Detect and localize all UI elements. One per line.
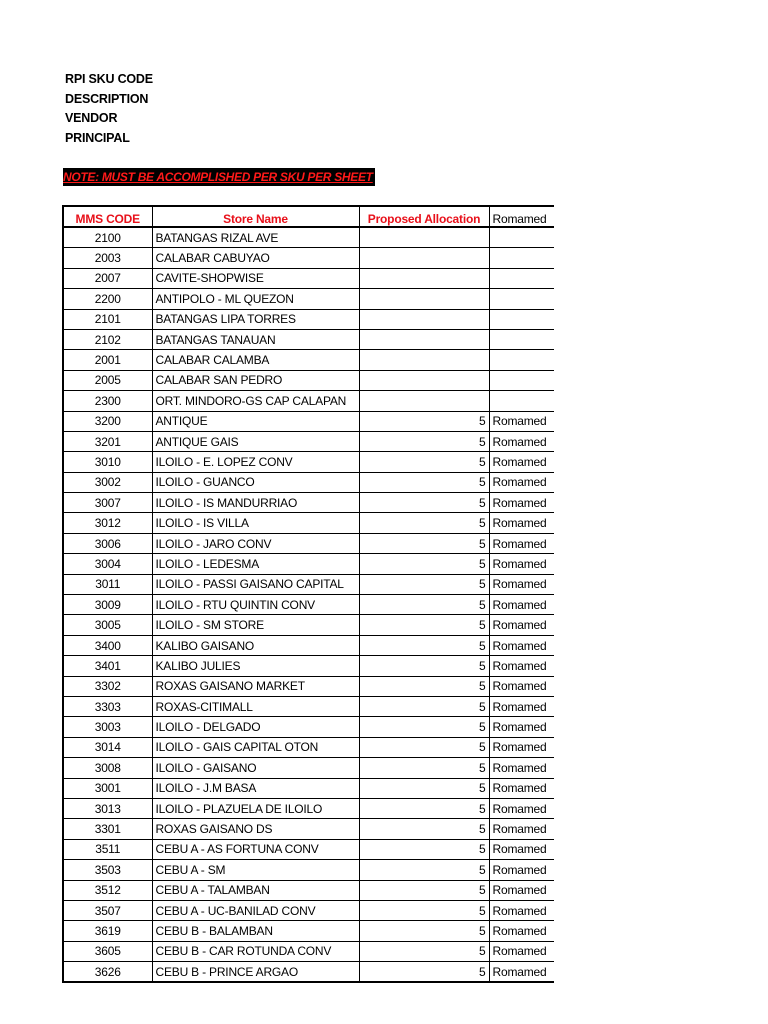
mms-code-cell[interactable]: 3010 — [63, 452, 152, 472]
romamed-cell[interactable]: Romamed — [489, 493, 554, 513]
table-row — [63, 615, 554, 635]
romamed-cell[interactable] — [489, 309, 554, 329]
table-row — [63, 839, 554, 859]
mms-code-cell[interactable]: 3003 — [63, 717, 152, 737]
romamed-cell[interactable]: Romamed — [489, 900, 554, 920]
romamed-cell[interactable]: Romamed — [489, 615, 554, 635]
store-name-cell[interactable]: ILOILO - GUANCO — [152, 472, 359, 492]
romamed-cell[interactable]: Romamed — [489, 411, 554, 431]
principal-label: PRINCIPAL — [65, 130, 130, 145]
romamed-cell[interactable]: Romamed — [489, 513, 554, 533]
table-row — [63, 635, 554, 655]
store-name-cell[interactable]: ILOILO - PASSI GAISANO CAPITAL — [152, 574, 359, 594]
romamed-cell[interactable]: Romamed — [489, 737, 554, 757]
mms-code-cell[interactable]: 3626 — [63, 962, 152, 983]
mms-code-cell[interactable]: 3005 — [63, 615, 152, 635]
store-name-cell[interactable]: ILOILO - GAISANO — [152, 758, 359, 778]
romamed-cell[interactable] — [489, 391, 554, 411]
mms-code-cell[interactable]: 2200 — [63, 289, 152, 309]
store-name-cell[interactable]: CALABAR CALAMBA — [152, 350, 359, 370]
column-header-mms-code[interactable]: MMS CODE — [63, 206, 152, 227]
store-name-cell[interactable]: CEBU A - AS FORTUNA CONV — [152, 839, 359, 859]
store-name-cell[interactable]: CALABAR SAN PEDRO — [152, 370, 359, 390]
proposed-allocation-cell[interactable]: 5 — [359, 717, 489, 737]
mms-code-cell[interactable]: 3008 — [63, 758, 152, 778]
mms-code-cell[interactable]: 3007 — [63, 493, 152, 513]
mms-code-cell[interactable]: 3001 — [63, 778, 152, 798]
table-row — [63, 431, 554, 451]
table-row — [63, 329, 554, 349]
mms-code-cell[interactable]: 2001 — [63, 350, 152, 370]
store-name-cell[interactable]: CEBU A - TALAMBAN — [152, 880, 359, 900]
romamed-cell[interactable]: Romamed — [489, 676, 554, 696]
table-row — [63, 595, 554, 615]
romamed-cell[interactable]: Romamed — [489, 778, 554, 798]
description-label: DESCRIPTION — [65, 91, 149, 106]
instruction-note: NOTE: MUST BE ACCOMPLISHED PER SKU PER SHEET — [63, 170, 373, 184]
store-name-cell[interactable]: BATANGAS LIPA TORRES — [152, 309, 359, 329]
table-row — [63, 921, 554, 941]
romamed-cell[interactable]: Romamed — [489, 452, 554, 472]
mms-code-cell[interactable]: 3200 — [63, 411, 152, 431]
store-name-cell[interactable]: KALIBO JULIES — [152, 656, 359, 676]
store-name-cell[interactable]: KALIBO GAISANO — [152, 635, 359, 655]
mms-code-cell[interactable]: 3011 — [63, 574, 152, 594]
proposed-allocation-cell[interactable]: 5 — [359, 696, 489, 716]
mms-code-cell[interactable]: 3014 — [63, 737, 152, 757]
sku-header-block — [65, 70, 153, 148]
mms-code-cell[interactable]: 3507 — [63, 900, 152, 920]
mms-code-cell[interactable]: 3512 — [63, 880, 152, 900]
proposed-allocation-cell[interactable] — [359, 350, 489, 370]
mms-code-cell[interactable]: 3006 — [63, 533, 152, 553]
store-name-cell[interactable]: ILOILO - DELGADO — [152, 717, 359, 737]
romamed-cell[interactable]: Romamed — [489, 921, 554, 941]
mms-code-cell[interactable]: 3511 — [63, 839, 152, 859]
mms-code-cell[interactable]: 2101 — [63, 309, 152, 329]
mms-code-cell[interactable]: 2003 — [63, 248, 152, 268]
table-body — [63, 227, 554, 982]
table-row — [63, 574, 554, 594]
mms-code-cell[interactable]: 3301 — [63, 819, 152, 839]
store-name-cell[interactable]: ILOILO - LEDESMA — [152, 554, 359, 574]
store-name-cell[interactable]: ILOILO - RTU QUINTIN CONV — [152, 595, 359, 615]
mms-code-cell[interactable]: 2100 — [63, 227, 152, 248]
store-name-cell[interactable]: ANTIQUE — [152, 411, 359, 431]
table-row — [63, 411, 554, 431]
mms-code-cell[interactable]: 2005 — [63, 370, 152, 390]
table-row — [63, 227, 554, 248]
proposed-allocation-cell[interactable]: 5 — [359, 962, 489, 983]
proposed-allocation-cell[interactable]: 5 — [359, 941, 489, 961]
romamed-cell[interactable]: Romamed — [489, 472, 554, 492]
mms-code-cell[interactable]: 3013 — [63, 798, 152, 818]
proposed-allocation-cell[interactable]: 5 — [359, 635, 489, 655]
proposed-allocation-cell[interactable]: 5 — [359, 676, 489, 696]
table-row — [63, 778, 554, 798]
column-header-store-name[interactable]: Store Name — [152, 206, 359, 227]
proposed-allocation-cell[interactable]: 5 — [359, 472, 489, 492]
proposed-allocation-cell[interactable]: 5 — [359, 778, 489, 798]
mms-code-cell[interactable]: 3012 — [63, 513, 152, 533]
mms-code-cell[interactable]: 3303 — [63, 696, 152, 716]
table-row — [63, 452, 554, 472]
store-name-cell[interactable]: ANTIPOLO - ML QUEZON — [152, 289, 359, 309]
proposed-allocation-cell[interactable]: 5 — [359, 921, 489, 941]
proposed-allocation-cell[interactable]: 5 — [359, 737, 489, 757]
store-name-cell[interactable]: ROXAS GAISANO MARKET — [152, 676, 359, 696]
store-name-cell[interactable]: CALABAR CABUYAO — [152, 248, 359, 268]
proposed-allocation-cell[interactable]: 5 — [359, 819, 489, 839]
proposed-allocation-cell[interactable] — [359, 309, 489, 329]
store-name-cell[interactable]: BATANGAS RIZAL AVE — [152, 227, 359, 248]
store-allocation-table — [62, 205, 554, 983]
proposed-allocation-cell[interactable] — [359, 370, 489, 390]
romamed-cell[interactable]: Romamed — [489, 554, 554, 574]
table-row — [63, 798, 554, 818]
proposed-allocation-cell[interactable] — [359, 248, 489, 268]
proposed-allocation-cell[interactable]: 5 — [359, 554, 489, 574]
proposed-allocation-cell[interactable]: 5 — [359, 758, 489, 778]
romamed-cell[interactable]: Romamed — [489, 962, 554, 983]
store-name-cell[interactable]: CAVITE-SHOPWISE — [152, 268, 359, 288]
proposed-allocation-cell[interactable]: 5 — [359, 656, 489, 676]
proposed-allocation-cell[interactable] — [359, 227, 489, 248]
romamed-cell[interactable]: Romamed — [489, 656, 554, 676]
table-row — [63, 309, 554, 329]
romamed-cell[interactable]: Romamed — [489, 431, 554, 451]
proposed-allocation-cell[interactable] — [359, 391, 489, 411]
romamed-cell[interactable] — [489, 350, 554, 370]
proposed-allocation-cell[interactable]: 5 — [359, 880, 489, 900]
mms-code-cell[interactable]: 3302 — [63, 676, 152, 696]
table-row — [63, 737, 554, 757]
proposed-allocation-cell[interactable]: 5 — [359, 839, 489, 859]
proposed-allocation-cell[interactable]: 5 — [359, 574, 489, 594]
store-name-cell[interactable]: ILOILO - J.M BASA — [152, 778, 359, 798]
proposed-allocation-cell[interactable]: 5 — [359, 411, 489, 431]
proposed-allocation-cell[interactable]: 5 — [359, 798, 489, 818]
table-row — [63, 391, 554, 411]
store-name-cell[interactable]: CEBU B - BALAMBAN — [152, 921, 359, 941]
table-row — [63, 289, 554, 309]
proposed-allocation-cell[interactable]: 5 — [359, 860, 489, 880]
proposed-allocation-cell[interactable]: 5 — [359, 615, 489, 635]
mms-code-cell[interactable]: 3002 — [63, 472, 152, 492]
sku-code-label: RPI SKU CODE — [65, 72, 153, 86]
romamed-cell[interactable]: Romamed — [489, 696, 554, 716]
column-header-proposed-allocation[interactable]: Proposed Allocation — [359, 206, 489, 227]
store-name-cell[interactable]: BATANGAS TANAUAN — [152, 329, 359, 349]
table-row — [63, 860, 554, 880]
table-row — [63, 676, 554, 696]
table-row — [63, 758, 554, 778]
romamed-cell[interactable]: Romamed — [489, 574, 554, 594]
proposed-allocation-cell[interactable] — [359, 329, 489, 349]
store-name-cell[interactable]: CEBU B - PRINCE ARGAO — [152, 962, 359, 983]
romamed-cell[interactable] — [489, 289, 554, 309]
table-row — [63, 656, 554, 676]
table-row — [63, 472, 554, 492]
store-name-cell[interactable]: ILOILO - PLAZUELA DE ILOILO — [152, 798, 359, 818]
romamed-cell[interactable]: Romamed — [489, 798, 554, 818]
store-name-cell[interactable]: ORT. MINDORO-GS CAP CALAPAN — [152, 391, 359, 411]
romamed-cell[interactable] — [489, 329, 554, 349]
proposed-allocation-cell[interactable]: 5 — [359, 431, 489, 451]
romamed-cell[interactable]: Romamed — [489, 533, 554, 553]
mms-code-cell[interactable]: 3503 — [63, 860, 152, 880]
proposed-allocation-cell[interactable]: 5 — [359, 595, 489, 615]
proposed-allocation-cell[interactable]: 5 — [359, 452, 489, 472]
mms-code-cell[interactable]: 3605 — [63, 941, 152, 961]
romamed-cell[interactable] — [489, 227, 554, 248]
table-row — [63, 248, 554, 268]
table-row — [63, 350, 554, 370]
store-name-cell[interactable]: ROXAS GAISANO DS — [152, 819, 359, 839]
table-row — [63, 493, 554, 513]
mms-code-cell[interactable]: 3201 — [63, 431, 152, 451]
romamed-cell[interactable]: Romamed — [489, 758, 554, 778]
romamed-cell[interactable]: Romamed — [489, 635, 554, 655]
mms-code-cell[interactable]: 3009 — [63, 595, 152, 615]
romamed-cell[interactable]: Romamed — [489, 941, 554, 961]
column-header-romamed[interactable]: Romamed — [489, 206, 554, 227]
mms-code-cell[interactable]: 3401 — [63, 656, 152, 676]
table-row — [63, 717, 554, 737]
table-row — [63, 554, 554, 574]
store-name-cell[interactable]: ILOILO - IS VILLA — [152, 513, 359, 533]
table-row — [63, 819, 554, 839]
vendor-label: VENDOR — [65, 111, 118, 125]
store-name-cell[interactable]: ANTIQUE GAIS — [152, 431, 359, 451]
romamed-cell[interactable] — [489, 268, 554, 288]
table-row — [63, 696, 554, 716]
table-row — [63, 880, 554, 900]
table-row — [63, 900, 554, 920]
mms-code-cell[interactable]: 3004 — [63, 554, 152, 574]
mms-code-cell[interactable]: 2300 — [63, 391, 152, 411]
romamed-cell[interactable]: Romamed — [489, 717, 554, 737]
romamed-cell[interactable] — [489, 370, 554, 390]
table-header-row — [63, 206, 554, 227]
romamed-cell[interactable]: Romamed — [489, 880, 554, 900]
store-name-cell[interactable]: ILOILO - E. LOPEZ CONV — [152, 452, 359, 472]
mms-code-cell[interactable]: 2007 — [63, 268, 152, 288]
proposed-allocation-cell[interactable] — [359, 268, 489, 288]
proposed-allocation-cell[interactable]: 5 — [359, 493, 489, 513]
store-name-cell[interactable]: ILOILO - GAIS CAPITAL OTON — [152, 737, 359, 757]
store-name-cell[interactable]: CEBU A - UC-BANILAD CONV — [152, 900, 359, 920]
store-name-cell[interactable]: ILOILO - SM STORE — [152, 615, 359, 635]
proposed-allocation-cell[interactable]: 5 — [359, 900, 489, 920]
proposed-allocation-cell[interactable] — [359, 289, 489, 309]
table-row — [63, 533, 554, 553]
romamed-cell[interactable]: Romamed — [489, 860, 554, 880]
store-name-cell[interactable]: ILOILO - IS MANDURRIAO — [152, 493, 359, 513]
table-row — [63, 370, 554, 390]
romamed-cell[interactable] — [489, 248, 554, 268]
store-name-cell[interactable]: ILOILO - JARO CONV — [152, 533, 359, 553]
proposed-allocation-cell[interactable]: 5 — [359, 513, 489, 533]
store-name-cell[interactable]: ROXAS-CITIMALL — [152, 696, 359, 716]
proposed-allocation-cell[interactable]: 5 — [359, 533, 489, 553]
romamed-cell[interactable]: Romamed — [489, 819, 554, 839]
mms-code-cell[interactable]: 3400 — [63, 635, 152, 655]
table-row — [63, 962, 554, 983]
table-row — [63, 268, 554, 288]
table-row — [63, 513, 554, 533]
table-row — [63, 941, 554, 961]
store-name-cell[interactable]: CEBU B - CAR ROTUNDA CONV — [152, 941, 359, 961]
romamed-cell[interactable]: Romamed — [489, 595, 554, 615]
store-name-cell[interactable]: CEBU A - SM — [152, 860, 359, 880]
mms-code-cell[interactable]: 2102 — [63, 329, 152, 349]
romamed-cell[interactable]: Romamed — [489, 839, 554, 859]
mms-code-cell[interactable]: 3619 — [63, 921, 152, 941]
